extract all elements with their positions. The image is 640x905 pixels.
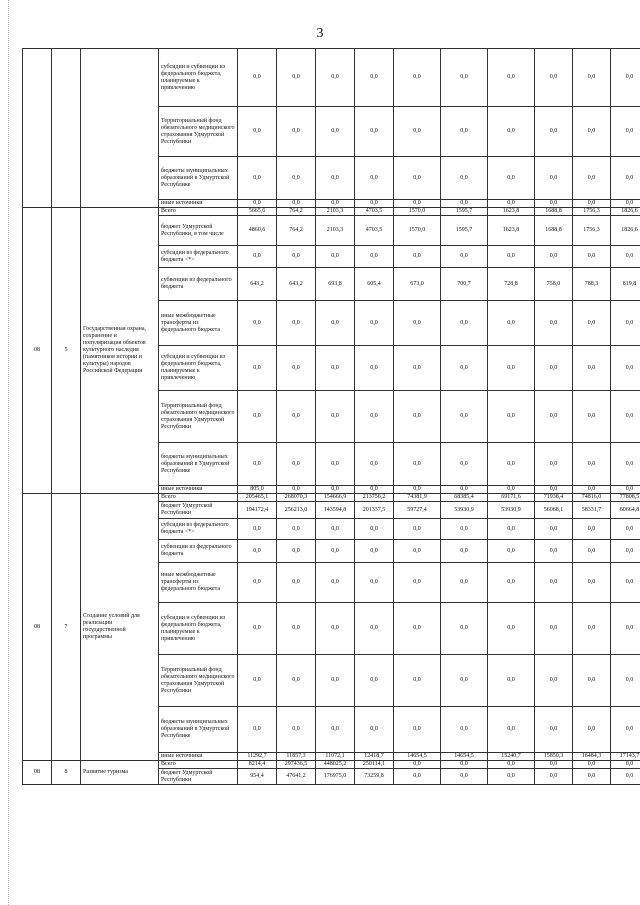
value-cell: 0,0 (316, 246, 355, 268)
value-cell: 1623,8 (488, 216, 535, 246)
value-cell: 0,0 (394, 157, 441, 200)
value-cell: 693,8 (316, 268, 355, 301)
value-cell: 59727,4 (394, 502, 441, 519)
value-cell: 0,0 (316, 519, 355, 540)
value-cell: 1570,0 (394, 208, 441, 216)
value-cell: 256213,0 (277, 502, 316, 519)
value-cell: 0,0 (535, 761, 573, 769)
value-cell: 8214,4 (238, 761, 277, 769)
value-cell: 17143,7 (611, 753, 640, 761)
value-cell: 1688,8 (535, 208, 573, 216)
value-cell: 0,0 (573, 246, 611, 268)
value-cell: 0,0 (611, 391, 640, 443)
value-cell: 15240,7 (488, 753, 535, 761)
value-cell: 0,0 (611, 107, 640, 157)
table-row (23, 761, 640, 769)
value-cell: 0,0 (277, 49, 316, 107)
value-cell: 0,0 (277, 107, 316, 157)
subprogram-name-cell: Государственная охрана, сохранение и популяризация объектов культурного наследия (памятников истории и культуры) народов Российской Федерации (81, 208, 159, 494)
value-cell: 0,0 (535, 391, 573, 443)
value-cell: 77808,5 (611, 494, 640, 502)
value-cell: 0,0 (441, 769, 488, 785)
value-cell: 0,0 (488, 49, 535, 107)
value-cell: 0,0 (611, 157, 640, 200)
value-cell: 0,0 (573, 603, 611, 655)
value-cell: 0,0 (535, 603, 573, 655)
value-cell: 0,0 (277, 246, 316, 268)
value-cell: 0,0 (488, 301, 535, 346)
value-cell: 0,0 (611, 563, 640, 603)
value-cell: 5665,6 (238, 208, 277, 216)
value-cell: 0,0 (573, 200, 611, 208)
value-cell: 0,0 (316, 107, 355, 157)
value-cell: 0,0 (394, 769, 441, 785)
value-cell: 0,0 (611, 346, 640, 391)
value-cell: 0,0 (441, 655, 488, 707)
value-cell: 73259,8 (355, 769, 394, 785)
value-cell: 0,0 (238, 655, 277, 707)
table-row (23, 208, 640, 216)
value-cell: 0,0 (573, 486, 611, 494)
value-cell: 0,0 (238, 200, 277, 208)
value-cell: 0,0 (316, 391, 355, 443)
value-cell: 74816,0 (573, 494, 611, 502)
value-cell: 1826,6 (611, 208, 640, 216)
table-row (23, 494, 640, 502)
value-cell: 0,0 (535, 346, 573, 391)
value-cell: 0,0 (535, 443, 573, 486)
funding-source-cell: субсидии и субвенции из федерального бюджета, планируемые к привлечению (159, 603, 238, 655)
value-cell: 0,0 (611, 707, 640, 753)
budget-table (22, 48, 640, 785)
value-cell: 1623,8 (488, 208, 535, 216)
value-cell: 0,0 (394, 707, 441, 753)
funding-source-cell: бюджет Удмуртской Республики, в том числе (159, 216, 238, 246)
value-cell: 0,0 (488, 655, 535, 707)
value-cell: 1688,8 (535, 216, 573, 246)
value-cell: 0,0 (573, 707, 611, 753)
value-cell: 0,0 (488, 200, 535, 208)
gp-code-cell: 08 (23, 494, 52, 761)
value-cell: 0,0 (238, 246, 277, 268)
funding-source-cell: бюджет Удмуртской Республики (159, 769, 238, 785)
value-cell: 0,0 (277, 519, 316, 540)
value-cell: 0,0 (355, 49, 394, 107)
scan-edge-dotted-line (8, 0, 9, 905)
value-cell: 16484,3 (573, 753, 611, 761)
value-cell: 0,0 (277, 443, 316, 486)
value-cell: 0,0 (611, 540, 640, 563)
value-cell: 194172,4 (238, 502, 277, 519)
value-cell: 0,0 (441, 301, 488, 346)
pp-code-cell (52, 49, 81, 208)
value-cell: 605,4 (355, 268, 394, 301)
value-cell: 0,0 (573, 157, 611, 200)
gp-code-cell (23, 49, 52, 208)
value-cell: 0,0 (441, 563, 488, 603)
value-cell: 728,8 (488, 268, 535, 301)
value-cell: 0,0 (394, 540, 441, 563)
value-cell: 643,2 (277, 268, 316, 301)
pp-code-cell: 7 (52, 494, 81, 761)
value-cell: 0,0 (573, 519, 611, 540)
table-row (23, 49, 640, 107)
value-cell: 0,0 (441, 391, 488, 443)
value-cell: 0,0 (573, 655, 611, 707)
value-cell: 0,0 (355, 301, 394, 346)
value-cell: 0,0 (441, 157, 488, 200)
value-cell: 0,0 (441, 603, 488, 655)
value-cell: 954,4 (238, 769, 277, 785)
value-cell: 764,2 (277, 208, 316, 216)
value-cell: 0,0 (535, 540, 573, 563)
funding-source-cell: иные межбюджетные трансферты из федерального бюджета (159, 301, 238, 346)
funding-source-cell: иные источники (159, 486, 238, 494)
funding-source-cell: иные межбюджетные трансферты из федерального бюджета (159, 563, 238, 603)
value-cell: 68385,4 (441, 494, 488, 502)
value-cell: 0,0 (488, 707, 535, 753)
value-cell: 0,0 (277, 563, 316, 603)
value-cell: 0,0 (611, 519, 640, 540)
funding-source-cell: субсидии и субвенции из федерального бюджета, планируемые к привлечению (159, 346, 238, 391)
value-cell: 0,0 (355, 346, 394, 391)
value-cell: 0,0 (535, 519, 573, 540)
value-cell: 0,0 (488, 391, 535, 443)
value-cell: 0,0 (535, 49, 573, 107)
value-cell: 0,0 (316, 563, 355, 603)
value-cell: 213756,2 (355, 494, 394, 502)
value-cell: 14654,5 (441, 753, 488, 761)
value-cell: 4860,6 (238, 216, 277, 246)
value-cell: 0,0 (611, 761, 640, 769)
value-cell: 0,0 (355, 200, 394, 208)
funding-source-cell: Всего (159, 208, 238, 216)
value-cell: 0,0 (394, 200, 441, 208)
value-cell: 0,0 (611, 769, 640, 785)
value-cell: 0,0 (394, 107, 441, 157)
value-cell: 0,0 (238, 346, 277, 391)
value-cell: 0,0 (316, 200, 355, 208)
value-cell: 0,0 (535, 486, 573, 494)
value-cell: 0,0 (355, 391, 394, 443)
value-cell: 69171,6 (488, 494, 535, 502)
value-cell: 0,0 (441, 707, 488, 753)
value-cell: 0,0 (316, 49, 355, 107)
value-cell: 0,0 (394, 49, 441, 107)
funding-source-cell: субвенции из федерального бюджета (159, 540, 238, 563)
funding-source-cell: субсидии из федерального бюджета <*> (159, 519, 238, 540)
value-cell: 0,0 (488, 603, 535, 655)
funding-source-cell: Территориальный фонд обязательного медицинского страхования Удмуртской Республики (159, 107, 238, 157)
value-cell: 53930,9 (488, 502, 535, 519)
value-cell: 0,0 (355, 486, 394, 494)
funding-source-cell: субвенции из федерального бюджета (159, 268, 238, 301)
value-cell: 1595,7 (441, 208, 488, 216)
value-cell: 448025,2 (316, 761, 355, 769)
value-cell: 819,8 (611, 268, 640, 301)
value-cell: 0,0 (277, 157, 316, 200)
value-cell: 154666,9 (316, 494, 355, 502)
value-cell: 0,0 (535, 301, 573, 346)
value-cell: 12418,7 (355, 753, 394, 761)
value-cell: 297436,5 (277, 761, 316, 769)
value-cell: 60664,8 (611, 502, 640, 519)
value-cell: 0,0 (441, 200, 488, 208)
value-cell: 0,0 (611, 486, 640, 494)
value-cell: 0,0 (238, 391, 277, 443)
value-cell: 805,0 (238, 486, 277, 494)
value-cell: 0,0 (394, 563, 441, 603)
value-cell: 0,0 (277, 200, 316, 208)
value-cell: 2103,3 (316, 208, 355, 216)
value-cell: 0,0 (316, 655, 355, 707)
page-number: 3 (316, 26, 324, 41)
pp-code-cell: 8 (52, 761, 81, 785)
value-cell: 0,0 (238, 301, 277, 346)
value-cell: 0,0 (535, 200, 573, 208)
value-cell: 0,0 (238, 519, 277, 540)
value-cell: 0,0 (238, 157, 277, 200)
value-cell: 47641,2 (277, 769, 316, 785)
value-cell: 788,3 (573, 268, 611, 301)
value-cell: 0,0 (573, 301, 611, 346)
value-cell: 11072,1 (316, 753, 355, 761)
value-cell: 0,0 (488, 246, 535, 268)
value-cell: 58331,7 (573, 502, 611, 519)
value-cell: 0,0 (441, 107, 488, 157)
funding-source-cell: Всего (159, 761, 238, 769)
value-cell: 0,0 (355, 655, 394, 707)
value-cell: 1756,3 (573, 208, 611, 216)
value-cell: 1595,7 (441, 216, 488, 246)
value-cell: 0,0 (394, 761, 441, 769)
value-cell: 0,0 (238, 540, 277, 563)
value-cell: 0,0 (394, 301, 441, 346)
value-cell: 71938,4 (535, 494, 573, 502)
value-cell: 0,0 (535, 246, 573, 268)
value-cell: 0,0 (441, 761, 488, 769)
value-cell: 0,0 (238, 107, 277, 157)
gp-code-cell: 08 (23, 761, 52, 785)
value-cell: 0,0 (488, 540, 535, 563)
value-cell: 0,0 (488, 486, 535, 494)
value-cell: 0,0 (394, 655, 441, 707)
gp-code-cell: 08 (23, 208, 52, 494)
funding-source-cell: субсидии из федерального бюджета <*> (159, 246, 238, 268)
value-cell: 0,0 (316, 346, 355, 391)
value-cell: 11857,3 (277, 753, 316, 761)
value-cell: 0,0 (238, 563, 277, 603)
value-cell: 0,0 (573, 761, 611, 769)
value-cell: 0,0 (535, 107, 573, 157)
value-cell: 0,0 (488, 519, 535, 540)
value-cell: 0,0 (277, 603, 316, 655)
value-cell: 0,0 (238, 707, 277, 753)
value-cell: 0,0 (488, 769, 535, 785)
value-cell: 1826,6 (611, 216, 640, 246)
value-cell: 0,0 (277, 655, 316, 707)
subprogram-name-cell: Создание условий для реализации государственной программы (81, 494, 159, 761)
funding-source-cell: Всего (159, 494, 238, 502)
value-cell: 0,0 (573, 769, 611, 785)
value-cell: 0,0 (441, 346, 488, 391)
value-cell: 2103,3 (316, 216, 355, 246)
value-cell: 0,0 (316, 540, 355, 563)
value-cell: 0,0 (238, 603, 277, 655)
value-cell: 15850,3 (535, 753, 573, 761)
value-cell: 14654,5 (394, 753, 441, 761)
value-cell: 0,0 (573, 107, 611, 157)
value-cell: 0,0 (441, 519, 488, 540)
subprogram-name-cell (81, 49, 159, 208)
value-cell: 0,0 (277, 391, 316, 443)
funding-source-cell: иные источники (159, 753, 238, 761)
value-cell: 0,0 (535, 655, 573, 707)
value-cell: 0,0 (611, 655, 640, 707)
value-cell: 0,0 (277, 540, 316, 563)
value-cell: 0,0 (355, 443, 394, 486)
funding-source-cell: бюджеты муниципальных образований в Удмуртской Республике (159, 443, 238, 486)
funding-source-cell: субсидии и субвенции из федерального бюджета, планируемые к привлечению (159, 49, 238, 107)
value-cell: 0,0 (394, 603, 441, 655)
value-cell: 0,0 (573, 563, 611, 603)
value-cell: 0,0 (441, 246, 488, 268)
value-cell: 0,0 (355, 563, 394, 603)
value-cell: 0,0 (238, 443, 277, 486)
funding-source-cell: Территориальный фонд обязательного медицинского страхования Удмуртской Республики (159, 655, 238, 707)
value-cell: 0,0 (394, 391, 441, 443)
value-cell: 0,0 (394, 443, 441, 486)
value-cell: 56068,1 (535, 502, 573, 519)
value-cell: 0,0 (611, 603, 640, 655)
value-cell: 0,0 (277, 707, 316, 753)
value-cell: 0,0 (611, 443, 640, 486)
value-cell: 0,0 (488, 346, 535, 391)
value-cell: 0,0 (355, 540, 394, 563)
value-cell: 143594,8 (316, 502, 355, 519)
value-cell: 0,0 (277, 301, 316, 346)
value-cell: 0,0 (611, 200, 640, 208)
value-cell: 1570,0 (394, 216, 441, 246)
value-cell: 0,0 (355, 519, 394, 540)
value-cell: 673,0 (394, 268, 441, 301)
value-cell: 250114,1 (355, 761, 394, 769)
value-cell: 205465,1 (238, 494, 277, 502)
value-cell: 0,0 (441, 49, 488, 107)
value-cell: 0,0 (277, 346, 316, 391)
value-cell: 700,7 (441, 268, 488, 301)
value-cell: 0,0 (611, 301, 640, 346)
value-cell: 0,0 (573, 443, 611, 486)
value-cell: 0,0 (394, 519, 441, 540)
value-cell: 0,0 (355, 603, 394, 655)
value-cell: 0,0 (535, 769, 573, 785)
value-cell: 0,0 (488, 761, 535, 769)
value-cell: 268070,3 (277, 494, 316, 502)
value-cell: 0,0 (316, 707, 355, 753)
value-cell: 0,0 (611, 49, 640, 107)
value-cell: 0,0 (441, 443, 488, 486)
value-cell: 758,0 (535, 268, 573, 301)
value-cell: 0,0 (611, 246, 640, 268)
value-cell: 0,0 (488, 443, 535, 486)
value-cell: 764,2 (277, 216, 316, 246)
value-cell: 0,0 (355, 157, 394, 200)
value-cell: 0,0 (316, 301, 355, 346)
value-cell: 0,0 (394, 486, 441, 494)
value-cell: 0,0 (488, 157, 535, 200)
value-cell: 0,0 (316, 157, 355, 200)
funding-source-cell: бюджет Удмуртской Республики (159, 502, 238, 519)
funding-source-cell: иные источники (159, 200, 238, 208)
value-cell: 4703,5 (355, 208, 394, 216)
value-cell: 0,0 (355, 707, 394, 753)
funding-source-cell: бюджеты муниципальных образований в Удмуртской Республике (159, 707, 238, 753)
subprogram-name-cell: Развитие туризма (81, 761, 159, 785)
value-cell: 0,0 (394, 246, 441, 268)
value-cell: 0,0 (535, 707, 573, 753)
value-cell: 0,0 (573, 346, 611, 391)
value-cell: 0,0 (441, 486, 488, 494)
funding-source-cell: бюджеты муниципальных образований в Удмуртской Республике (159, 157, 238, 200)
value-cell: 201337,5 (355, 502, 394, 519)
value-cell: 0,0 (394, 346, 441, 391)
value-cell: 11292,7 (238, 753, 277, 761)
value-cell: 0,0 (277, 486, 316, 494)
value-cell: 0,0 (441, 540, 488, 563)
value-cell: 0,0 (573, 391, 611, 443)
value-cell: 0,0 (535, 157, 573, 200)
value-cell: 0,0 (238, 49, 277, 107)
value-cell: 1756,3 (573, 216, 611, 246)
value-cell: 0,0 (488, 563, 535, 603)
value-cell: 4703,5 (355, 216, 394, 246)
value-cell: 0,0 (355, 107, 394, 157)
pp-code-cell: 5 (52, 208, 81, 494)
value-cell: 0,0 (573, 540, 611, 563)
value-cell: 0,0 (488, 107, 535, 157)
value-cell: 0,0 (316, 486, 355, 494)
value-cell: 0,0 (573, 49, 611, 107)
value-cell: 74381,9 (394, 494, 441, 502)
value-cell: 0,0 (316, 603, 355, 655)
funding-source-cell: Территориальный фонд обязательного медицинского страхования Удмуртской Республики (159, 391, 238, 443)
value-cell: 53930,9 (441, 502, 488, 519)
value-cell: 0,0 (355, 246, 394, 268)
value-cell: 643,2 (238, 268, 277, 301)
value-cell: 0,0 (316, 443, 355, 486)
value-cell: 176975,0 (316, 769, 355, 785)
value-cell: 0,0 (535, 563, 573, 603)
